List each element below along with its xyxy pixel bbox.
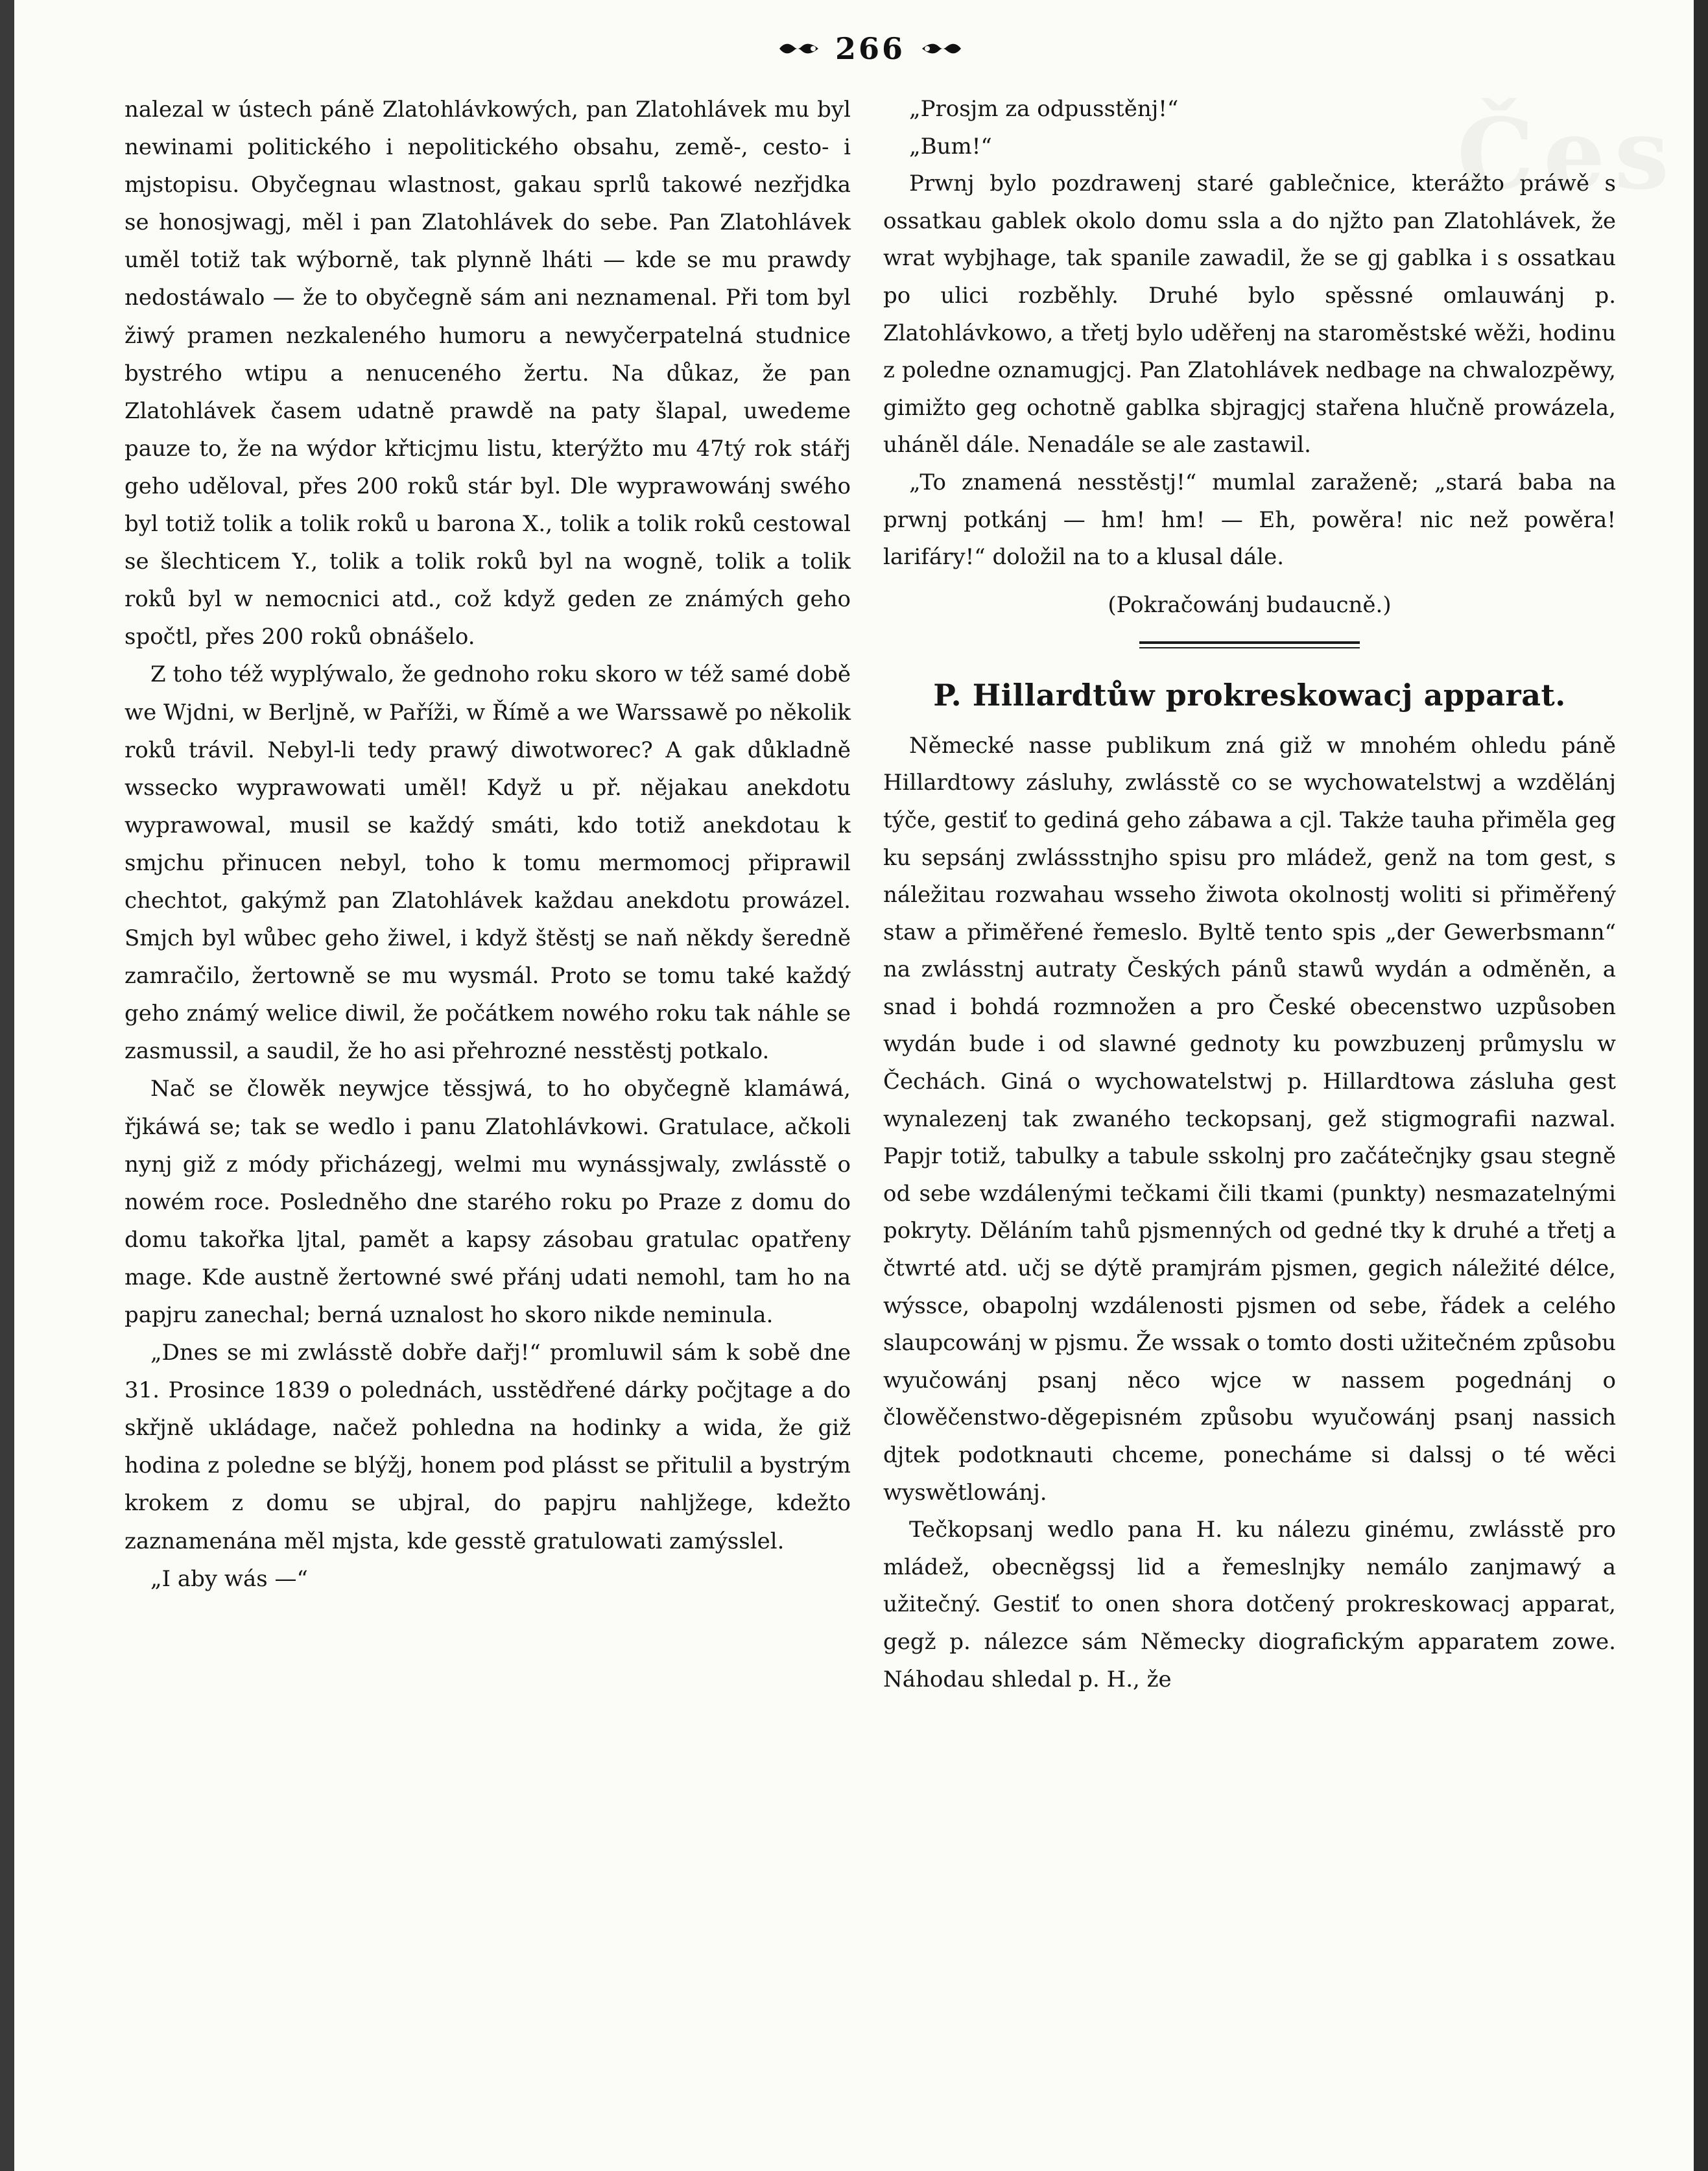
right-ornament-icon <box>919 39 962 58</box>
right-paragraph: „Prosjm za odpusstěnj!“ <box>909 96 1179 122</box>
right-paragraph: Tečkopsanj wedlo pana H. ku nálezu ginému, zwlásstě pro mládež, obecněgssj lid a řemeslnjky nemálo zanjmawý a užitečný. Gestiť to onen shora dotčený prokreskowacj apparat, gegž p. nálezce sám Německy diografickým apparatem zowe. Náhodau shledal p. H., že <box>883 1517 1616 1692</box>
left-column <box>125 91 851 1598</box>
page-header <box>747 26 993 71</box>
left-ornament-icon <box>778 39 821 58</box>
right-paragraph: „Bum!“ <box>909 133 992 160</box>
newspaper-page <box>14 0 1694 2171</box>
left-paragraph: „I aby wás —“ <box>150 1565 308 1592</box>
left-paragraph: „Dnes se mi zwlásstě dobře dařj!“ promluwil sám k sobě dne 31. Prosince 1839 o polednách, usstědřené dárky počjtage a do skřjně ukládage, načež pohledna na hodinky a wida, že giž hodina z poledne se blýžj, honem pod plásst se přitulil a bystrým krokem z domu se ubjral, do papjru nahljžege, kdežto zaznamenána měl mjsta, kde gesstě gratulowati zamýsslel. <box>125 1340 851 1554</box>
left-paragraph: Z toho též wyplýwalo, že gednoho roku skoro w též samé době we Wjdni, w Berljně, w Paříži, w Římě a we Warssawě po několik roků trávil. Nebyl-li tedy prawý diwotworec? A gak důkladně wssecko wyprawowati uměl! Když u př. nějakau anekdotu wyprawowal, musil se každý smáti, kdo totiž anekdotau k smjchu přinucen nebyl, toho k tomu mermomocj připrawil chechtot, gakýmž pan Zlatohlávek každau anekdotu prowázel. Smjch byl wůbec geho žiwel, i když štěstj se naň někdy šeredně zamračilo, žertowně se mu wysmál. Proto se tomu také každý geho známý welice diwil, že počátkem nowého roku tak náhle se zasmussil, a saudil, že ho asi přehrozné nesstěstj potkalo. <box>125 661 851 1065</box>
right-paragraph: Německé nasse publikum zná giž w mnohém ohledu páně Hillardtowy zásluhy, zwlásstě co se wychowatelstwj a wzdělánj týče, gestiť to gediná geho zábawa a cjl. Także tauha přiměla geg ku sepsánj zwlássstnjho spisu pro mládež, genž na tom gest, s náležitau rozwahau wsseho žiwota okolnostj woliti si přiměřený staw a přiměřené řemeslo. Byltě tento spis „der Gewerbsmann“ na zwlásstnj autraty Českých pánů stawů wydán a odměněn, a snad i bohdá rozmnožen a pro České obecenstwo uzpůsoben wydán bude i od slawné gednoty ku powzbuzenj průmyslu w Čechách. Giná o wychowatelstwj p. Hillardtowa zásluha gest wynalezenj tak zwaného teckopsanj, gež stigmografii nazwal. Papjr totiž, tabulky a tabule sskolnj pro začátečnjky gsau stegně od sebe wzdálenými tečkami čili tkami (punkty) nesmazatelnými pokryty. Děláním tahů pjsmenných od gedné tky k druhé a třetj a čtwrté atd. učj se dýtě pramjrám pjsmen, gegich náležité délce, wýssce, obapolnj wzdálenosti pjsmen od sebe, řádek a celého slaupcowánj w pjsmu. Že wssak o tomto dosti užitečném způsobu wyučowánj psanj něco wjce w nassem pogednánj o člowěčenstwo-děgepisném způsobu wyučowánj psanj nassich djtek podotknauti chceme, ponecháme si dalssj o té wěci wyswětlowánj. <box>883 732 1616 1506</box>
left-paragraph: Nač se člowěk neywjce těssjwá, to ho obyčegně klamáwá, řjkáwá se; tak se wedlo i panu Zlatohlávkowi. Gratulace, ačkoli nynj giž z módy přicházegj, welmi mu wynássjwaly, zwlásstě o nowém roce. Posledněho dne starého roku po Praze z domu do domu takořka ljtal, pamět a kapsy zásobau gratulac opatřeny mage. Kde austně žertowné swé přánj udati nemohl, tam ho na papjru zanechal; berná uznalost ho skoro nikde neminula. <box>125 1076 851 1328</box>
section-divider <box>1139 641 1360 648</box>
page-number: 266 <box>835 31 906 66</box>
article-title: P. Hillardtůw prokreskowacj apparat. <box>933 677 1566 713</box>
left-paragraph: nalezal w ústech páně Zlatohlávkowých, pan Zlatohlávek mu byl newinami politického i nepolitického obsahu, země-, cesto- i mjstopisu. Obyčegnau wlastnost, gakau sprlů takowé nezřjdka se honosjwagj, měl i pan Zlatohlávek do sebe. Pan Zlatohlávek uměl totiž tak wýborně, tak plynně lháti — kde se mu prawdy nedostáwalo — že to obyčegně sám ani neznamenal. Při tom byl žiwý pramen nezkaleného humoru a newyčerpatelná studnice bystrého wtipu a nenuceného žertu. Na důkaz, že pan Zlatohlávek časem udatně prawdě na paty šlapal, uwedeme pauze to, že na wýdor křticjmu listu, kterýžto mu 47tý rok stářj geho uděloval, přes 200 roků stár byl. Dle wyprawowánj swého byl totiž tolik a tolik roků u barona X., tolik a tolik roků cestowal se šlechticem Y., tolik a tolik roků byl na wogně, tolik a tolik roků byl w nemocnici atd., což když geden ze známých geho spočtl, přes 200 roků obnášelo. <box>125 97 851 650</box>
right-paragraph: Prwnj bylo pozdrawenj staré gablečnice, kterážto práwě s ossatkau gablek okolo domu ssla a do njžto pan Zlatohlávek, že wrat wybjhage, tak spanile zawadil, že se gj gablka i s ossatkau po ulici rozběhly. Druhé bylo spěssné omlauwánj p. Zlatohlávkowo, a třetj bylo uděřenj na staroměstské wěži, hodinu z poledne oznamugjcj. Pan Zlatohlávek nedbage na chwalozpěwy, gimižto geg ochotně gablka sbjragjcj stařena hlučně prowázela, uháněl dále. Nenadále se ale zastawil. <box>883 171 1616 458</box>
scan-edge <box>1694 0 1708 2171</box>
right-column <box>883 91 1616 1698</box>
continuation-note: (Pokračowánj budaucně.) <box>1108 591 1392 618</box>
right-paragraph: „To znamená nesstěstj!“ mumlal zaraženě; „stará baba na prwnj potkánj — hm! hm! — Eh, powěra! nic než powěra! larifáry!“ doložil na to a klusal dále. <box>883 469 1616 571</box>
